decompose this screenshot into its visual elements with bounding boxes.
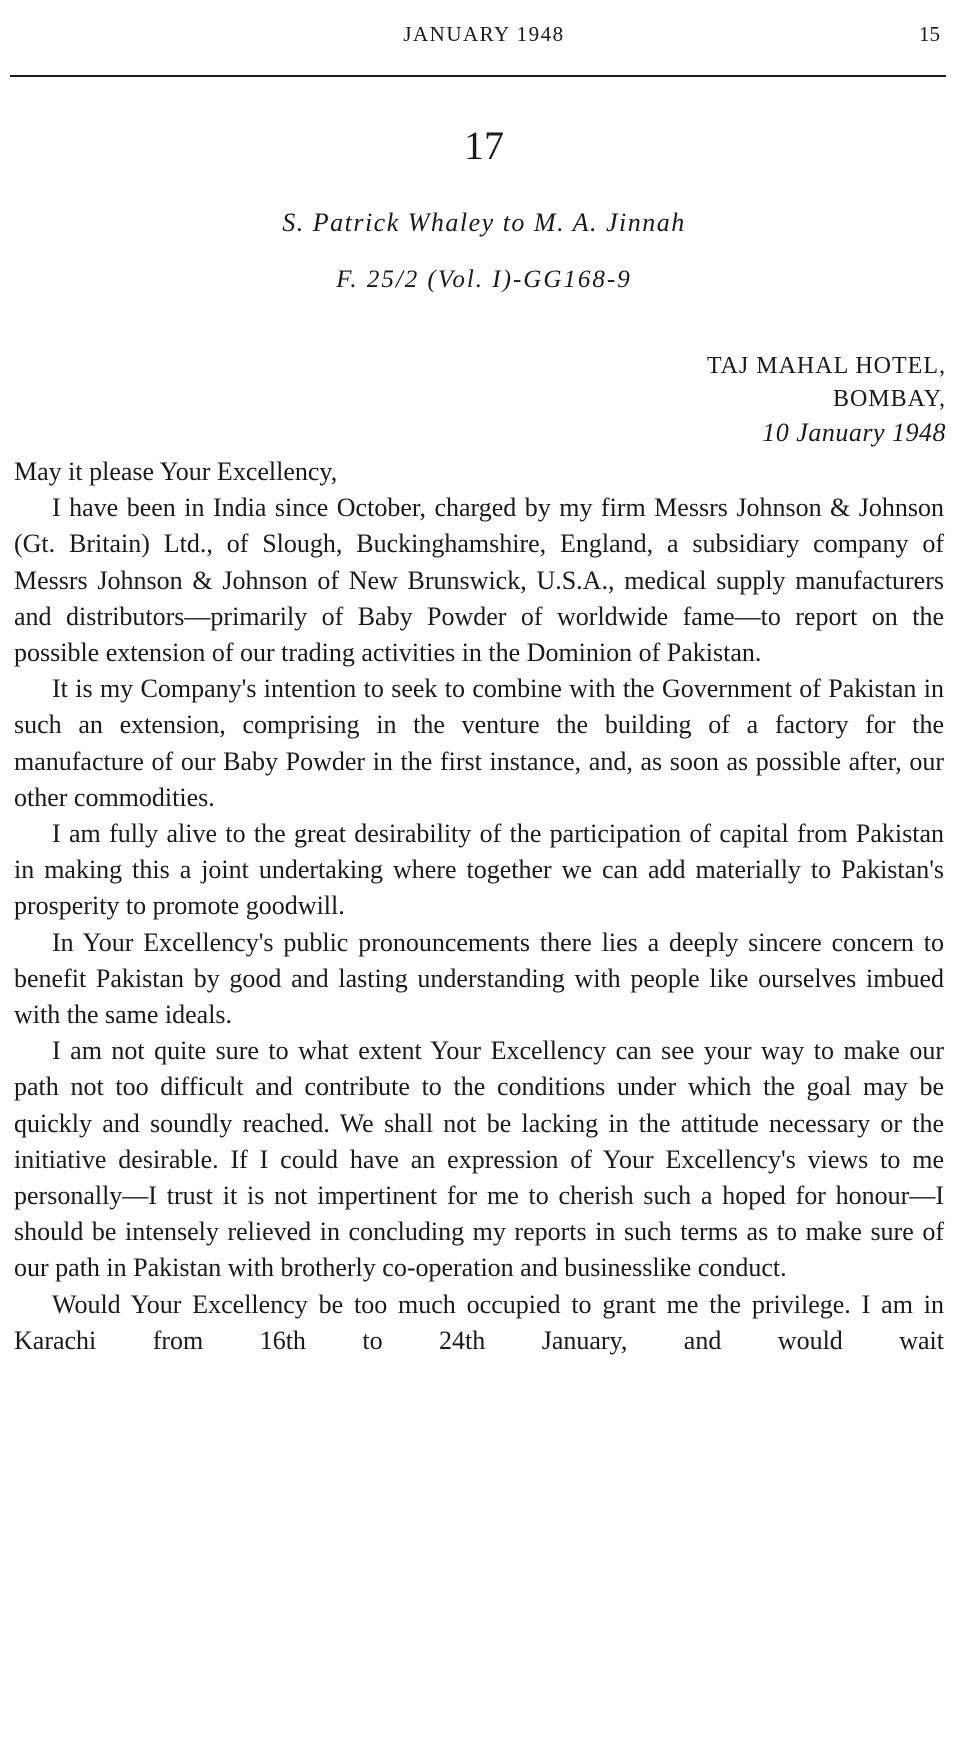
paragraph: In Your Excellency's public pronouncements there lies a deeply sincere concern to benefit Pakistan by good and lasting understanding with people like ourselves imbued with the same ideals.: [14, 927, 944, 1030]
salutation: May it please Your Excellency,: [14, 457, 338, 486]
sender-address: [707, 350, 946, 449]
paragraph: I have been in India since October, charged by my firm Messrs Johnson & Johnson (Gt. Britain) Ltd., of Slough, Buckinghamshire, England, a subsidiary company of Messrs Johnson & Johnson of New Brunswick, U.S.A., medical supply manufacturers and distributors—primarily of Baby Powder of worldwide fame—to report on the possible extension of our trading activities in the Dominion of Pakistan.: [14, 493, 944, 668]
file-reference: F. 25/2 (Vol. I)-GG168-9: [336, 266, 632, 293]
sender-line: S. Patrick Whaley to M. A. Jinnah: [282, 208, 686, 237]
document-number: 17: [464, 123, 504, 168]
paragraph: It is my Company's intention to seek to combine with the Government of Pakistan in such an extension, comprising in the venture the building of a factory for the manufacture of our Baby Powder in the first instance, and, as soon as possible after, our other commodities.: [14, 674, 944, 812]
running-header: [0, 22, 968, 52]
page-number: 15: [919, 22, 940, 46]
paragraph: I am fully alive to the great desirability of the participation of capital from Pakistan in making this a joint undertaking where together we can add materially to Pakistan's prosperity to promote goodwill.: [14, 819, 944, 921]
header-rule: [10, 75, 946, 77]
letter-date: 10 January 1948: [762, 418, 946, 447]
paragraph: Would Your Excellency be too much occupied to grant me the privilege. I am in Karachi from 16th to 24th January, and would wait: [14, 1289, 944, 1355]
paragraph: I am not quite sure to what extent Your Excellency can see your way to make our path not too difficult and contribute to the conditions under which the goal may be quickly and soundly reached. We shall not be lacking in the attitude necessary or the initiative desirable. If I could have an expression of Your Excellency's views to me personally—I trust it is not impertinent for me to cherish such a hoped for honour—I should be intensely relieved in concluding my reports in such terms as to make sure of our path in Pakistan with brotherly co-operation and businesslike conduct.: [14, 1036, 944, 1283]
running-title: JANUARY 1948: [403, 22, 565, 46]
letter-body: [14, 454, 944, 1359]
address-line-city: BOMBAY,: [832, 386, 946, 412]
address-line-hotel: TAJ MAHAL HOTEL,: [706, 353, 946, 379]
